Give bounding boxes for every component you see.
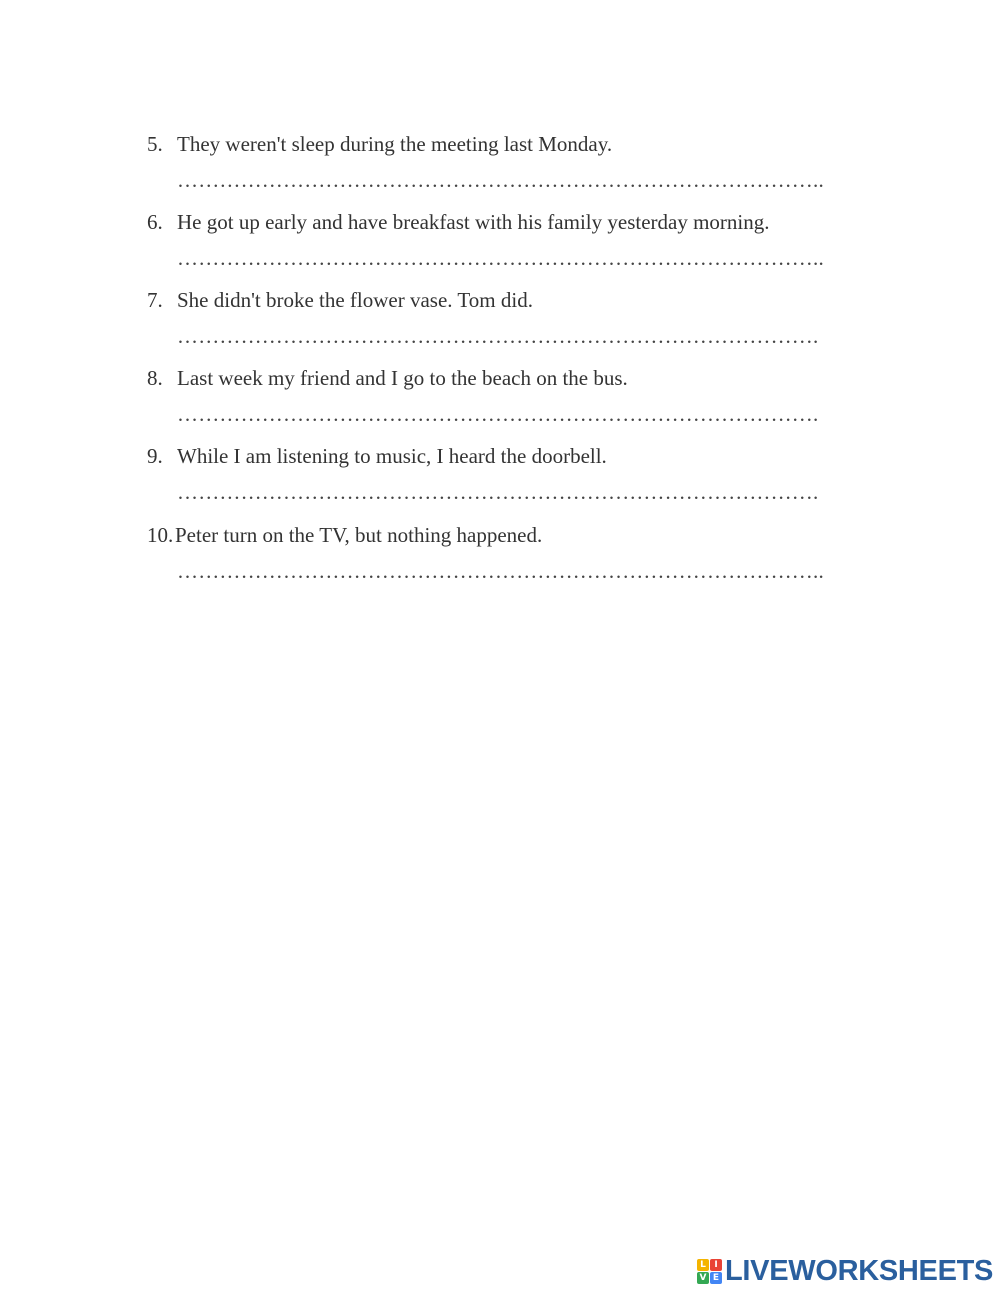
logo-blocks-icon — [697, 1259, 722, 1284]
logo-block: I — [710, 1259, 722, 1271]
question-line — [147, 442, 607, 470]
question-number: 7. — [147, 288, 163, 312]
question-text: While I am listening to music, I heard the doorbell. — [177, 444, 607, 468]
question-text: Peter turn on the TV, but nothing happened. — [175, 523, 543, 547]
question-number: 10. — [147, 523, 174, 547]
question-line — [147, 521, 542, 549]
question-text: They weren't sleep during the meeting last Monday. — [177, 132, 613, 156]
logo-block: E — [710, 1272, 722, 1284]
question-number: 9. — [147, 444, 163, 468]
logo-block: L — [697, 1259, 709, 1271]
question-text: Last week my friend and I go to the beach on the bus. — [177, 366, 628, 390]
answer-field[interactable]: ……………………………………………………………………………….. — [177, 559, 824, 583]
logo-block: V — [697, 1272, 709, 1284]
answer-field[interactable]: ………………………………………………………………………………. — [177, 480, 819, 504]
question-line — [147, 130, 612, 158]
logo-text: LIVEWORKSHEETS — [725, 1254, 994, 1287]
answer-field[interactable]: ……………………………………………………………………………….. — [177, 246, 824, 270]
question-text: He got up early and have breakfast with his family yesterday morning. — [177, 210, 770, 234]
answer-field[interactable]: ……………………………………………………………………………….. — [177, 168, 824, 192]
question-number: 8. — [147, 366, 163, 390]
answer-field[interactable]: ………………………………………………………………………………. — [177, 324, 819, 348]
question-line — [147, 208, 770, 236]
question-number: 5. — [147, 132, 163, 156]
question-line — [147, 364, 628, 392]
answer-field[interactable]: ………………………………………………………………………………. — [177, 402, 819, 426]
question-line — [147, 286, 533, 314]
question-text: She didn't broke the flower vase. Tom did. — [177, 288, 533, 312]
liveworksheets-logo — [697, 1254, 993, 1288]
question-number: 6. — [147, 210, 163, 234]
